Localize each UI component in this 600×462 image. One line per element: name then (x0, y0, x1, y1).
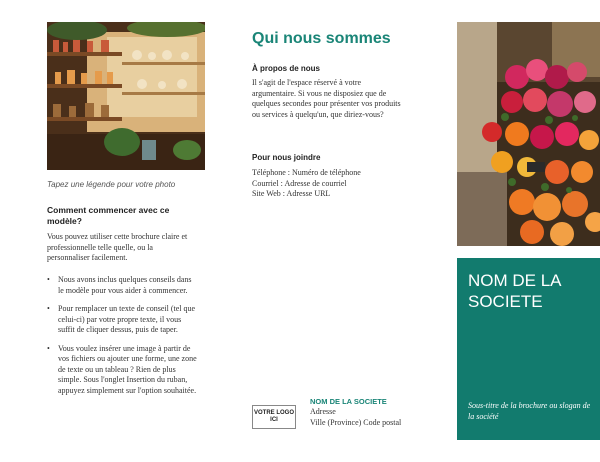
heading-line: Comment commencer avec ce (47, 205, 170, 215)
brochure-subtitle[interactable]: Sous-titre de la brochure ou slogan de la société (468, 401, 591, 421)
heading-line: modèle? (47, 216, 82, 226)
getting-started-heading[interactable] (47, 205, 197, 227)
company-name[interactable]: NOM DE LA SOCIETE (468, 271, 561, 311)
logo-text: VOTRE LOGO (253, 410, 294, 416)
website-line[interactable]: Site Web : Adresse URL (252, 189, 331, 198)
about-paragraph[interactable]: Il s'agit de l'espace réservé à votre argumentaire. Si vous ne disposiez que de quelques secondes pour présenter vos produits ou services à quelqu'un, que diriez-vous? (252, 78, 401, 119)
photo-caption[interactable]: Tapez une légende pour votre photo (47, 180, 176, 189)
list-item[interactable]: • Nous avons inclus quelques conseils dans le modèle pour vous aider à commencer. (47, 275, 197, 296)
intro-paragraph[interactable]: Vous pouvez utiliser cette brochure claire et professionnelle telle quelle, ou la personnaliser facilement. (47, 232, 188, 262)
contact-heading[interactable]: Pour nous joindre (252, 153, 321, 162)
about-heading[interactable]: À propos de nous (252, 64, 320, 73)
contact-block (252, 168, 412, 200)
list-item[interactable]: • Pour remplacer un texte de conseil (tel que celui-ci) par votre propre texte, il vous suffit de cliquer dessus, puis de taper. (47, 304, 197, 336)
phone-line[interactable]: Téléphone : Numéro de téléphone (252, 168, 361, 177)
cover-panel (457, 258, 600, 440)
email-line[interactable]: Courriel : Adresse de courriel (252, 178, 347, 188)
mailing-address (310, 397, 410, 428)
logo-placeholder[interactable] (252, 405, 296, 429)
tips-list (47, 275, 197, 404)
address-city[interactable]: Ville (Province) Code postal (310, 417, 402, 427)
logo-text: ICI (270, 417, 278, 423)
list-item[interactable]: • Vous voulez insérer une image à partir de vos fichiers ou ajouter une forme, une zone de texte ou un tableau ? Rien de plus simple. Sous l'onglet Insertion du ruban, appuyez simplement sur l'option souhaitée. (47, 344, 197, 397)
section-title[interactable]: Qui nous sommes (252, 30, 391, 47)
flower-shop-photo[interactable] (457, 22, 600, 246)
shop-interior-photo[interactable] (47, 22, 205, 170)
address-street[interactable]: Adresse (310, 407, 336, 416)
address-company-name[interactable]: NOM DE LA SOCIETE (310, 397, 387, 406)
